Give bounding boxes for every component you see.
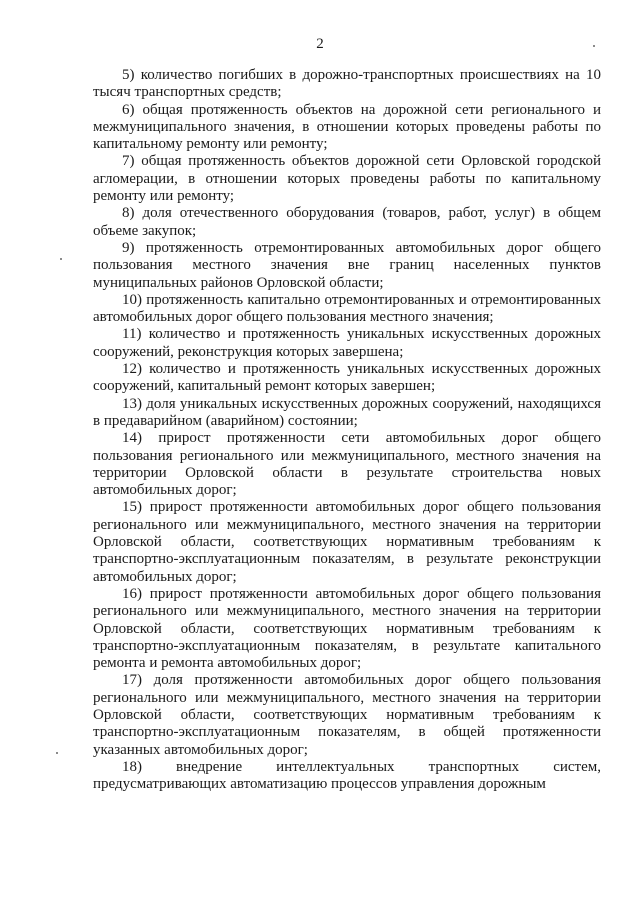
list-item-17: 17) доля протяженности автомобильных дорог общего пользования регионального или межмуниципального, местного значения на территории Орловской области, соответствующих нормативным требованиям к транспортно-эксплуатационным показателям, в общей протяженности указанных автомобильных дорог;	[93, 672, 601, 758]
list-item-18: 18) внедрение интеллектуальных транспортных систем, предусматривающих автоматизацию процессов управления дорожным	[93, 758, 601, 793]
list-item-8: 8) доля отечественного оборудования (товаров, работ, услуг) в общем объеме закупок;	[93, 205, 601, 239]
list-item-10: 10) протяженность капитально отремонтированных и отремонтированных автомобильных дорог общего пользования местного значения;	[93, 291, 601, 326]
list-item-9: 9) протяженность отремонтированных автомобильных дорог общего пользования местного значения вне границ населенных пунктов муниципальных районов Орловской области;	[93, 239, 601, 291]
list-item-6: 6) общая протяженность объектов на дорожной сети регионального и межмуниципального значения, в отношении которых проведены работы по капитальному ремонту или ремонту;	[93, 101, 601, 153]
list-item-15: 15) прирост протяженности автомобильных дорог общего пользования регионального или межмуниципального, местного значения на территории Орловской области, соответствующих нормативным требованиям к транспортно-эксплуатационным показателям, в результате реконструкции автомобильных дорог;	[93, 499, 601, 585]
page-number: 2	[316, 36, 324, 52]
scan-artifact	[60, 258, 62, 260]
list-item-11: 11) количество и протяженность уникальных искусственных дорожных сооружений, реконструкция которых завершена;	[93, 326, 601, 360]
document-body	[93, 67, 601, 793]
list-item-13: 13) доля уникальных искусственных дорожных сооружений, находящихся в предаварийном (аварийном) состоянии;	[93, 395, 601, 429]
list-item-5: 5) количество погибших в дорожно-транспортных происшествиях на 10 тысяч транспортных средств;	[93, 67, 601, 101]
scan-artifact	[593, 45, 595, 47]
scan-artifact	[56, 752, 58, 754]
list-item-12: 12) количество и протяженность уникальных искусственных дорожных сооружений, капитальный ремонт которых завершен;	[93, 361, 601, 395]
list-item-16: 16) прирост протяженности автомобильных дорог общего пользования регионального или межмуниципального, местного значения на территории Орловской области, соответствующих нормативным требованиям к транспортно-эксплуатационным показателям, в результате капитального ремонта и ремонта автомобильных дорог;	[93, 585, 601, 672]
list-item-7: 7) общая протяженность объектов дорожной сети Орловской городской агломерации, в отношении которых проведены работы по капитальному ремонту или ремонту;	[93, 153, 601, 205]
list-item-14: 14) прирост протяженности сети автомобильных дорог общего пользования регионального или межмуниципального, местного значения на территории Орловской области в результате строительства новых автомобильных дорог;	[93, 430, 601, 499]
